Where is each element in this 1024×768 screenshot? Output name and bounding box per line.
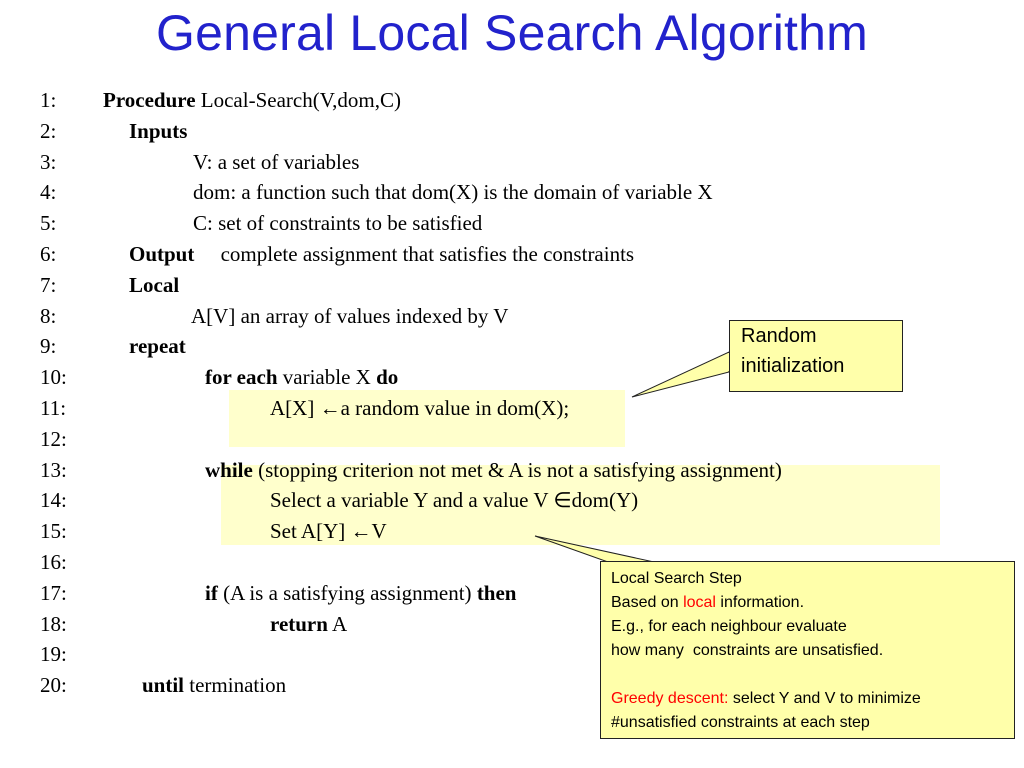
code-fragment: complete assignment that satisfies the constraints bbox=[194, 242, 635, 266]
code-fragment: Set A[Y] ←V bbox=[270, 519, 387, 544]
code-text bbox=[103, 85, 401, 116]
line-number: 12: bbox=[40, 426, 67, 451]
code-text bbox=[270, 485, 638, 516]
line-number: 18: bbox=[40, 611, 67, 636]
callout-text: initialization bbox=[741, 355, 845, 377]
line-number: 1: bbox=[40, 88, 57, 112]
line-number: 2: bbox=[40, 118, 57, 143]
line-number: 4: bbox=[40, 180, 57, 205]
code-text bbox=[205, 455, 782, 486]
keyword: Local bbox=[129, 272, 180, 297]
line-number: 11: bbox=[40, 396, 67, 420]
code-text bbox=[270, 609, 347, 640]
step-callout-pointer bbox=[535, 536, 654, 562]
keyword: while bbox=[205, 457, 253, 482]
random-initialization-callout bbox=[729, 320, 903, 392]
code-text bbox=[142, 670, 286, 701]
greedy-descent-emphasis: Greedy descent: bbox=[611, 690, 729, 707]
code-text bbox=[193, 147, 359, 178]
code-fragment: C: set of constraints to be satisfied bbox=[193, 211, 483, 236]
code-text bbox=[129, 116, 187, 147]
code-fragment: V: a set of variables bbox=[193, 149, 360, 174]
code-text bbox=[270, 393, 569, 424]
code-fragment: variable X bbox=[277, 365, 377, 390]
local-search-step-callout bbox=[600, 561, 1015, 739]
line-number: 8: bbox=[40, 303, 57, 328]
random-callout-pointer bbox=[632, 352, 729, 397]
line-number: 7: bbox=[40, 272, 57, 297]
line-number: 20: bbox=[40, 673, 67, 698]
keyword: until bbox=[142, 673, 185, 698]
code-fragment: (stopping criterion not met & A is not a satisfying assignment) bbox=[252, 457, 782, 482]
code-fragment: A[X] ←a random value in dom(X); bbox=[270, 396, 570, 420]
keyword: do bbox=[376, 365, 399, 390]
code-text bbox=[193, 177, 713, 208]
line-number: 16: bbox=[40, 550, 67, 574]
keyword: Inputs bbox=[129, 118, 188, 143]
code-text bbox=[193, 208, 482, 239]
code-text bbox=[205, 362, 398, 393]
line-number: 5: bbox=[40, 211, 57, 236]
callout-line: #unsatisfied constraints at each step bbox=[611, 714, 870, 731]
keyword: Output bbox=[129, 242, 195, 266]
slide-title: General Local Search Algorithm bbox=[156, 5, 868, 61]
line-number: 3: bbox=[40, 149, 57, 174]
code-fragment: A[V] an array of values indexed by V bbox=[191, 303, 509, 328]
local-emphasis: local bbox=[683, 594, 716, 611]
line-number: 10: bbox=[40, 365, 67, 390]
callout-line: how many constraints are unsatisfied. bbox=[611, 642, 884, 659]
code-fragment: termination bbox=[184, 673, 287, 698]
callout-line: Greedy descent: select Y and V to minimize bbox=[611, 690, 921, 707]
keyword: return bbox=[270, 611, 328, 636]
code-text bbox=[129, 331, 186, 362]
code-text bbox=[270, 516, 387, 547]
line-number: 17: bbox=[40, 580, 67, 605]
code-text bbox=[129, 270, 179, 301]
callout-heading: Local Search Step bbox=[611, 570, 742, 587]
keyword: Procedure bbox=[103, 88, 196, 112]
code-fragment: A bbox=[327, 611, 348, 636]
code-fragment: (A is a satisfying assignment) bbox=[217, 580, 477, 605]
code-fragment: Local-Search(V,dom,C) bbox=[195, 88, 401, 112]
line-number: 15: bbox=[40, 519, 67, 544]
keyword: if bbox=[205, 580, 218, 605]
line-number: 13: bbox=[40, 457, 67, 482]
callout-line: E.g., for each neighbour evaluate bbox=[611, 618, 847, 635]
code-text bbox=[129, 239, 634, 270]
code-text bbox=[191, 301, 508, 332]
callout-text: Random bbox=[741, 325, 817, 347]
keyword: for each bbox=[205, 365, 278, 390]
line-number: 6: bbox=[40, 242, 57, 266]
line-number: 9: bbox=[40, 334, 57, 359]
code-fragment: Select a variable Y and a value V ∈dom(Y) bbox=[270, 488, 639, 513]
code-fragment: dom: a function such that dom(X) is the domain of variable X bbox=[193, 180, 713, 205]
keyword: repeat bbox=[129, 334, 186, 359]
callout-line: Based on local information. bbox=[611, 594, 805, 611]
line-number: 14: bbox=[40, 488, 67, 513]
line-number: 19: bbox=[40, 642, 67, 667]
code-text bbox=[205, 578, 517, 609]
keyword: then bbox=[476, 580, 517, 605]
